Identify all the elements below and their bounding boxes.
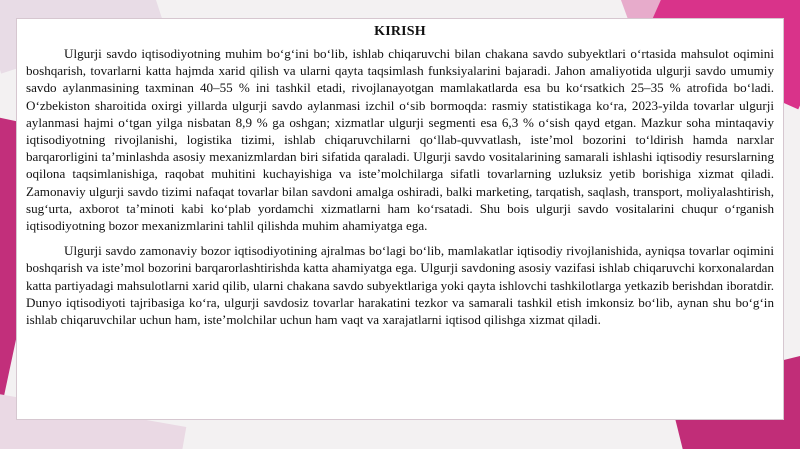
text-content-box xyxy=(16,18,784,420)
paragraph-2: Ulgurji savdo zamonaviy bozor iqtisodiyotining ajralmas bo‘lagi bo‘lib, mamlakatlar iqtisodiy rivojlanishida, ayniqsa tovarlar oqimini boshqarish va iste’mol bozorini barqarorlashtirishda katta ahamiyatga ega. Ulgurji savdoning asosiy vazifasi ishlab chiqaruvchi korxonalardan katta partiyadagi mahsulotlarni xarid qilib, ularni chakana savdo subyektlariga yoki qayta ishlovchi tashkilotlarga yetkazib berishdan iboratdir. Dunyo iqtisodiyoti tajribasiga ko‘ra, ulgurji savdosiz tovarlar harakatini tezkor va samarali tashkil etish imkonsiz bo‘lib, aynan shu bo‘g‘in ishlab chiqaruvchilar uchun ham, iste’molchilar uchun ham vaqt va xarajatlarni iqtisod qilishga xizmat qiladi. xyxy=(26,243,774,328)
paragraph-1: Ulgurji savdo iqtisodiyotning muhim bo‘g‘ini bo‘lib, ishlab chiqaruvchi bilan chakana savdo subyektlari o‘rtasida mahsulot oqimini boshqarish, tovarlarni katta hajmda xarid qilish va ularni qayta taqsimlash funksiyalarini bajaradi. Jahon amaliyotida ulgurji savdo umumiy savdo aylanmasining taxminan 40–55 % ini tashkil etadi, rivojlanayotgan mamlakatlarda esa bu ko‘rsatkich 25–35 % atrofida bo‘ladi. O‘zbekiston sharoitida oxirgi yillarda ulgurji savdo aylanmasi izchil o‘sib bormoqda: rasmiy statistikaga ko‘ra, 2023-yilda tovarlar ulgurji aylanmasi hajmi o‘tgan yilga nisbatan 8,9 % ga oshgan; xizmatlar ulgurji segmenti esa 6,3 % o‘sish qayd etgan. Mazkur soha mintaqaviy iqtisodiyotning rivojlanishi, logistika tizimi, ishlab chiqaruvchilarni qo‘llab-quvvatlash, iste’mol bozorini to‘ldirish hamda narxlar barqarorligini ta’minlashda asosiy mexanizmlardan biri sifatida qaraladi. Ulgurji savdo vositalarining samarali ishlashi iqtisodiy resurslarning oqilona taqsimlanishiga, raqobat muhitini kuchayishiga va iste’molchilarga sifatli tovarlarning uzluksiz yetib borishiga xizmat qiladi. Zamonaviy ulgurji savdo tizimi nafaqat tovarlar bilan savdoni amalga oshiradi, balki marketing, tarqatish, saqlash, transport, moliyalashtirish, sug‘urta, axborot ta’minoti kabi ko‘plab yordamchi xizmatlarni ham ko‘rsatadi. Shu bois ulgurji savdo vositalarini chuqur o‘rganish iqtisodiyotning bozor mexanizmlarini tahlil qilishda muhim ahamiyatga ega. xyxy=(26,46,774,234)
page-title: KIRISH xyxy=(374,24,426,39)
